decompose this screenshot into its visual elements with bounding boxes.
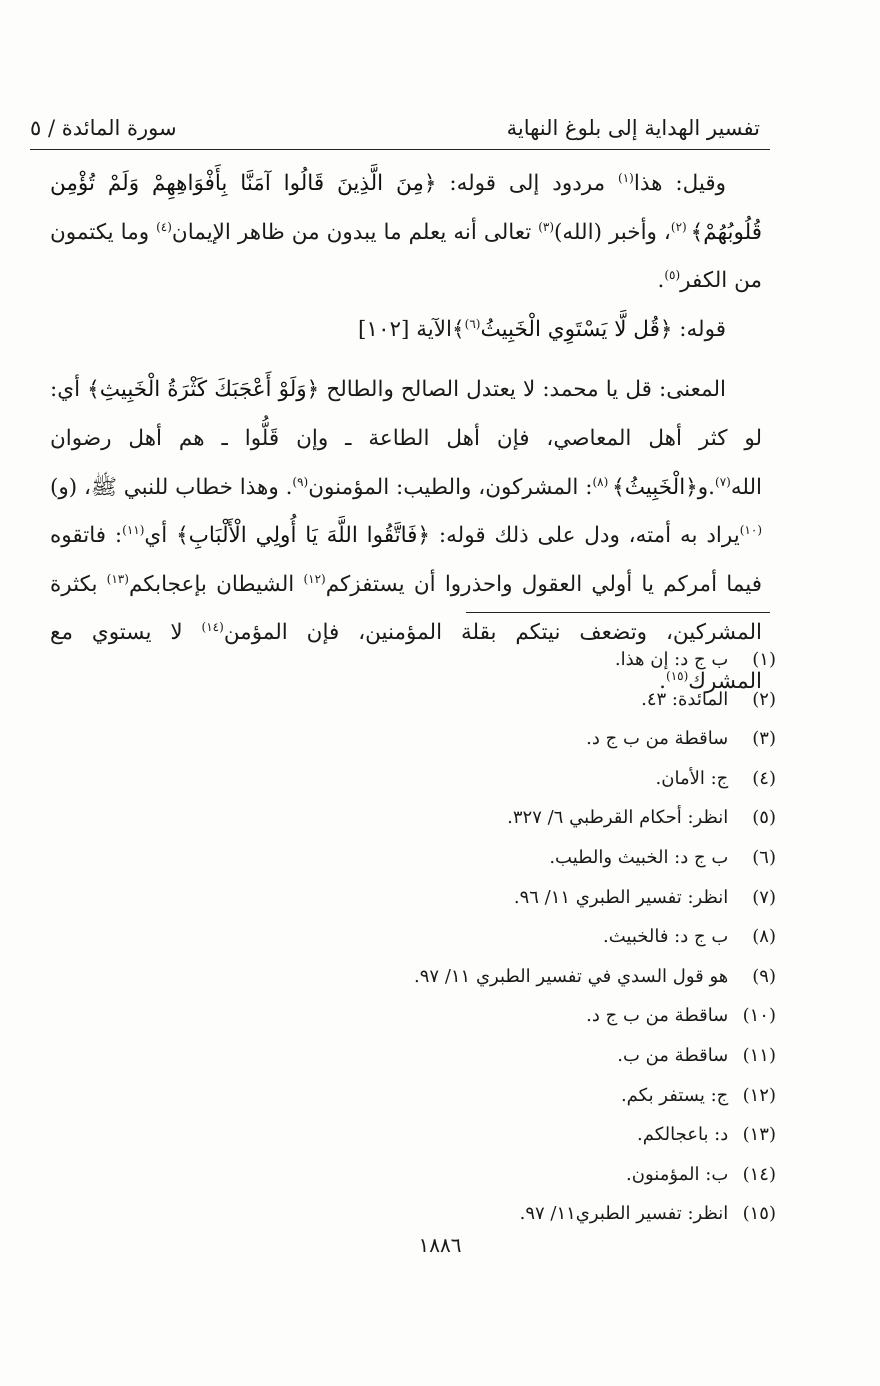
book-title: تفسير الهداية إلى بلوغ النهاية: [506, 116, 760, 140]
footnote-text: ب ج د: فالخبيث.: [603, 926, 729, 948]
text-run: مردود إلى قوله:: [436, 171, 619, 196]
footnote-ref[interactable]: (١٠): [739, 523, 762, 537]
footnote-item: [176, 1115, 776, 1155]
quran-quote: ﴿فَاتَّقُوا اللَّهَ يَا أُولِي الْأَلْبَابِ﴾: [176, 523, 431, 549]
footnote-item: [176, 957, 776, 997]
text-run: يراد به أمته، ودل على ذلك قوله:: [430, 523, 740, 549]
footnote-item: [176, 1076, 776, 1116]
footnote-text: ساقطة من ب.: [617, 1044, 729, 1066]
header-divider: [30, 149, 770, 150]
footnote-ref[interactable]: (١٣): [106, 571, 129, 586]
footnote-text: انظر: أحكام القرطبي ٦/ ٣٢٧.: [507, 807, 729, 829]
quran-quote: ﴿الْخَبِيثُ﴾: [612, 474, 698, 500]
footnote-text: هو قول السدي في تفسير الطبري ١١/ ٩٧.: [414, 965, 729, 987]
footnote-text: ساقطة من ب ج د.: [586, 1005, 729, 1027]
footnote-ref[interactable]: (٤): [156, 219, 172, 234]
text-run: أي: [144, 523, 177, 549]
footnote-item: [176, 1155, 776, 1195]
text-run: قوله:: [672, 316, 726, 342]
surah-reference: سورة المائدة / ٥: [30, 116, 177, 140]
footnote-item: [176, 719, 776, 759]
footnote-text: ب ج د: الخبيث والطيب.: [549, 846, 729, 868]
footnote-number: (١٢): [742, 1084, 776, 1106]
footnote-number: (١): [752, 649, 776, 670]
footnote-text: ساقطة من ب ج د.: [586, 728, 729, 750]
footnote-text: انظر: تفسير الطبري ١١/ ٩٦.: [513, 886, 729, 908]
footnote-number: (٣): [752, 728, 776, 750]
text-run: .: [657, 268, 665, 294]
footnote-number: (١١): [742, 1044, 776, 1066]
text-run: .و: [697, 474, 715, 500]
footnote-ref[interactable]: (٢): [670, 219, 691, 234]
footnote-number: (١٤): [742, 1163, 776, 1185]
footnote-item: [176, 759, 776, 799]
footnote-number: (٨): [752, 926, 776, 948]
paragraph-2: [50, 306, 762, 355]
footnote-item: [176, 996, 776, 1036]
footnote-number: (٢): [752, 688, 776, 710]
text-run: المعنى: قل يا محمد: لا يعتدل الصالح والطالح: [319, 377, 726, 403]
footnote-ref[interactable]: (١٤): [201, 620, 224, 635]
quran-quote: ﴿وَلَوْ أَعْجَبَكَ كَثْرَةُ الْخَبِيثِ﴾: [87, 377, 320, 403]
footnote-ref[interactable]: (٥): [664, 268, 681, 283]
running-header: [30, 96, 760, 140]
footnote-number: (٧): [752, 886, 776, 908]
footnote-number: (١٥): [742, 1203, 776, 1225]
text-run: . وهذا خطاب للنبي ﷺ، (و): [50, 474, 293, 500]
page-number: ١٨٨٦: [418, 1233, 462, 1257]
footnote-item: [176, 798, 776, 838]
paragraph-1: [50, 160, 762, 306]
footnote-ref[interactable]: (١٥): [666, 668, 689, 683]
footnote-text: المائدة: ٤٣.: [641, 688, 729, 710]
footnote-text: ب ج د: إن هذا.: [614, 649, 729, 670]
text-run: : فاتقوه فيما أمركم يا أولي العقول واحذروا أن يستفزكم: [50, 523, 762, 597]
text-run: وما يكتمون من الكفر: [50, 219, 762, 294]
footnote-number: (٥): [752, 807, 776, 829]
text-run: تعالى أنه يعلم ما يبدون من ظاهر الإيمان: [171, 219, 539, 245]
quran-quote: ﴿قُل لَّا يَسْتَوِي الْخَبِيثُ: [480, 316, 673, 342]
footnote-ref[interactable]: (١): [618, 170, 634, 185]
text-run: : المشركون، والطيب: المؤمنون: [308, 474, 593, 500]
text-run: بكثرة المشركين، وتضعف نيتكم بقلة المؤمنين، فإن المؤمن: [50, 571, 762, 646]
footnote-text: ب: المؤمنون.: [626, 1163, 729, 1185]
footnote-ref[interactable]: (٦): [464, 316, 481, 331]
footnote-ref[interactable]: (١٢): [303, 571, 326, 586]
footnote-number: (١٣): [742, 1124, 776, 1146]
footnote-item: [176, 680, 776, 720]
text-run: الشيطان بإعجابكم: [128, 571, 304, 597]
text-run: .: [659, 668, 667, 694]
footnote-text: ج: الأمان.: [655, 767, 729, 789]
footnote-ref[interactable]: (٣): [538, 219, 555, 234]
footnote-item: [176, 878, 776, 918]
main-text: [50, 160, 762, 707]
text-run: أي: لو كثر أهل المعاصي، فإن أهل الطاعة ـ وإن قَلُّوا ـ هم أهل رضوان الله: [50, 377, 762, 500]
footnote-ref[interactable]: (٩): [292, 474, 309, 489]
footnote-text: انظر: تفسير الطبري١١/ ٩٧.: [519, 1203, 729, 1225]
quran-quote: ﴿مِنَ الَّذِينَ قَالُوا آمَنَّا بِأَفْوَاهِهِمْ وَلَمْ تُؤْمِن قُلُوبُهُمْ﴾: [50, 171, 762, 245]
footnote-ref[interactable]: (٨): [592, 474, 613, 489]
footnote-number: (٩): [752, 965, 776, 987]
footnote-number: (٦): [752, 846, 776, 868]
footnote-ref[interactable]: (٧): [715, 474, 731, 489]
footnotes: [176, 640, 776, 1234]
verse-number: ﴾الآية [١٠٢]: [358, 316, 465, 342]
footnote-ref[interactable]: (١١): [122, 523, 145, 537]
footnote-item: [176, 640, 776, 680]
text-run: ، وأخبر (الله): [554, 219, 671, 245]
text-run: وقيل: هذا: [633, 171, 726, 196]
footnote-text: ج: يستفر بكم.: [620, 1084, 729, 1106]
footnote-number: (١٠): [742, 1005, 776, 1027]
footnote-item: [176, 917, 776, 957]
footnote-text: د: باعجالكم.: [637, 1124, 729, 1146]
footnote-number: (٤): [752, 767, 776, 789]
footnote-item: [176, 1036, 776, 1076]
footnote-item: [176, 1194, 776, 1234]
footnote-item: [176, 838, 776, 878]
text-run: لا يستوي مع المشرك: [50, 620, 762, 694]
footnote-divider: [466, 612, 770, 613]
